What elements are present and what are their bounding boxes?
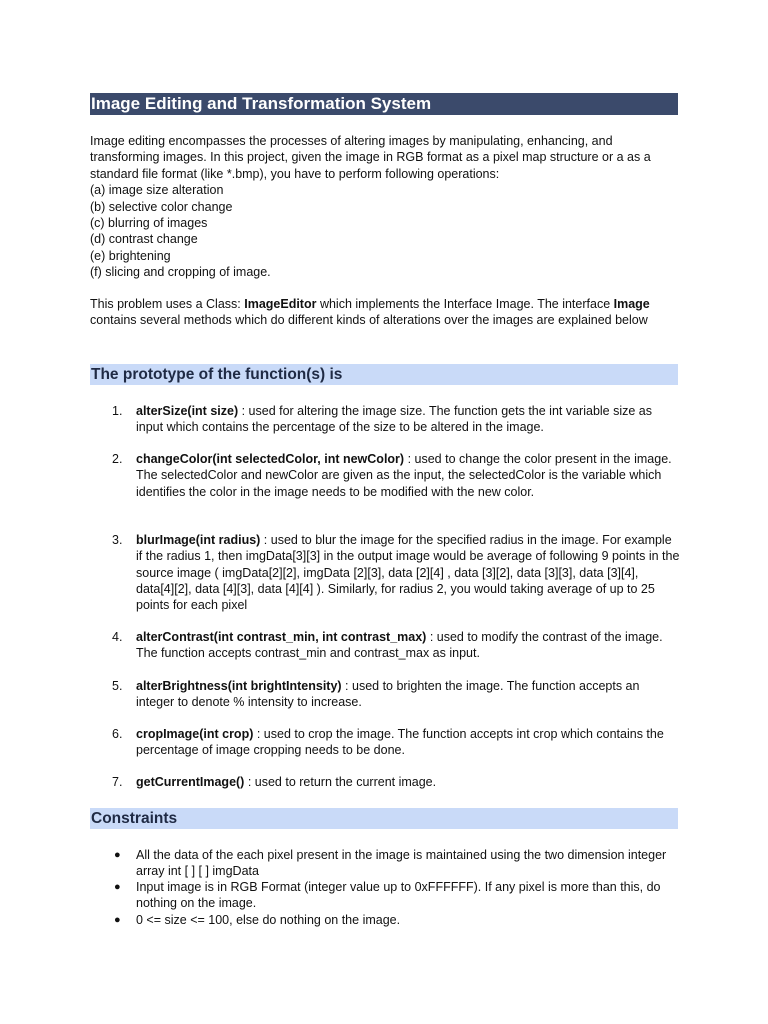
function-description: : used to change the color present in the image. The selectedColor and newColor are given as the input, the selectedColor is the variable which identifies the color in the image needs to be modified with the new color. bbox=[136, 452, 672, 499]
constraint-text: Input image is in RGB Format (integer value up to 0xFFFFFF). If any pixel is more than this, do nothing on the image. bbox=[136, 880, 661, 911]
operation-item: (e) brightening bbox=[90, 248, 171, 263]
item-number: 2. bbox=[112, 452, 123, 466]
function-item-change-color bbox=[112, 451, 680, 500]
function-signature: getCurrentImage() bbox=[136, 775, 245, 789]
function-signature: blurImage(int radius) bbox=[136, 533, 261, 547]
function-description: : used to blur the image for the specified radius in the image. For example if the radius 1, then imgData[3][3] in the output image would be average of following 9 points in the source image ( imgData[2][2], imgData [2][3], data [2][4] , data [3][2], data [3][3], data [3][4], data[4][2], data [4][3], data [4][4] ). Similarly, for radius 2, you would taking average of up to 25 points for each pixel bbox=[136, 533, 680, 613]
operation-item: (b) selective color change bbox=[90, 199, 233, 214]
function-signature: cropImage(int crop) bbox=[136, 727, 254, 741]
function-signature: alterContrast(int contrast_min, int contrast_max) bbox=[136, 630, 427, 644]
function-signature: changeColor(int selectedColor, int newColor) bbox=[136, 452, 405, 466]
item-number: 3. bbox=[112, 533, 123, 547]
bullet-icon: ● bbox=[114, 849, 121, 861]
prototype-heading: The prototype of the function(s) is bbox=[90, 364, 678, 385]
function-description: : used to return the current image. bbox=[244, 775, 437, 789]
usage-text-1: This problem uses a Class: bbox=[90, 297, 245, 311]
function-description: : used for altering the image size. The function gets the int variable size as input which contains the percentage of the size to be altered in the image. bbox=[136, 404, 653, 435]
function-description: : used to crop the image. The function accepts int crop which contains the percentage of image cropping needs to be done. bbox=[136, 727, 664, 758]
usage-text bbox=[90, 296, 680, 329]
constraint-text: 0 <= size <= 100, else do nothing on the image. bbox=[136, 913, 401, 927]
constraints-heading: Constraints bbox=[90, 808, 678, 829]
function-item-alter-size bbox=[112, 403, 680, 436]
function-item-crop-image bbox=[112, 726, 680, 759]
usage-text-3: contains several methods which do different kinds of alterations over the images are explained below bbox=[90, 313, 648, 328]
document-title: Image Editing and Transformation System bbox=[90, 93, 678, 115]
usage-text-2: which implements the Interface Image. The interface bbox=[316, 297, 614, 311]
operation-item: (a) image size alteration bbox=[90, 183, 224, 198]
function-item-get-current-image bbox=[112, 774, 680, 790]
intro-section bbox=[90, 133, 680, 281]
item-number: 5. bbox=[112, 679, 123, 693]
constraint-item bbox=[112, 912, 680, 928]
interface-name: Image bbox=[613, 297, 650, 311]
function-item-alter-brightness bbox=[112, 678, 680, 711]
function-description: : used to brighten the image. The function accepts an integer to denote % intensity to increase. bbox=[136, 679, 640, 710]
bullet-icon: ● bbox=[114, 881, 121, 893]
function-item-alter-contrast bbox=[112, 629, 680, 662]
operation-item: (c) blurring of images bbox=[90, 216, 208, 231]
class-name: ImageEditor bbox=[244, 297, 317, 311]
item-number: 6. bbox=[112, 727, 123, 741]
item-number: 1. bbox=[112, 404, 123, 418]
operation-item: (d) contrast change bbox=[90, 232, 198, 247]
intro-paragraph: Image editing encompasses the processes of altering images by manipulating, enhancing, and transforming images. In this project, given the image in RGB format as a pixel map structure or a as a standard file format (like *.bmp), you have to perform following operations: bbox=[90, 134, 651, 181]
function-signature: alterSize(int size) bbox=[136, 404, 239, 418]
item-number: 4. bbox=[112, 630, 123, 644]
operation-item: (f) slicing and cropping of image. bbox=[90, 265, 271, 280]
function-description: : used to modify the contrast of the image. The function accepts contrast_min and contrast_max as input. bbox=[136, 630, 663, 661]
constraint-text: All the data of the each pixel present in the image is maintained using the two dimension integer array int [ ] [ ] imgData bbox=[136, 848, 667, 879]
item-number: 7. bbox=[112, 775, 123, 789]
function-item-blur-image bbox=[112, 532, 680, 613]
constraint-item bbox=[112, 847, 680, 880]
function-signature: alterBrightness(int brightIntensity) bbox=[136, 679, 342, 693]
constraint-item bbox=[112, 879, 680, 912]
bullet-icon: ● bbox=[114, 914, 121, 926]
usage-paragraph bbox=[90, 296, 680, 329]
operations-list bbox=[90, 182, 680, 280]
